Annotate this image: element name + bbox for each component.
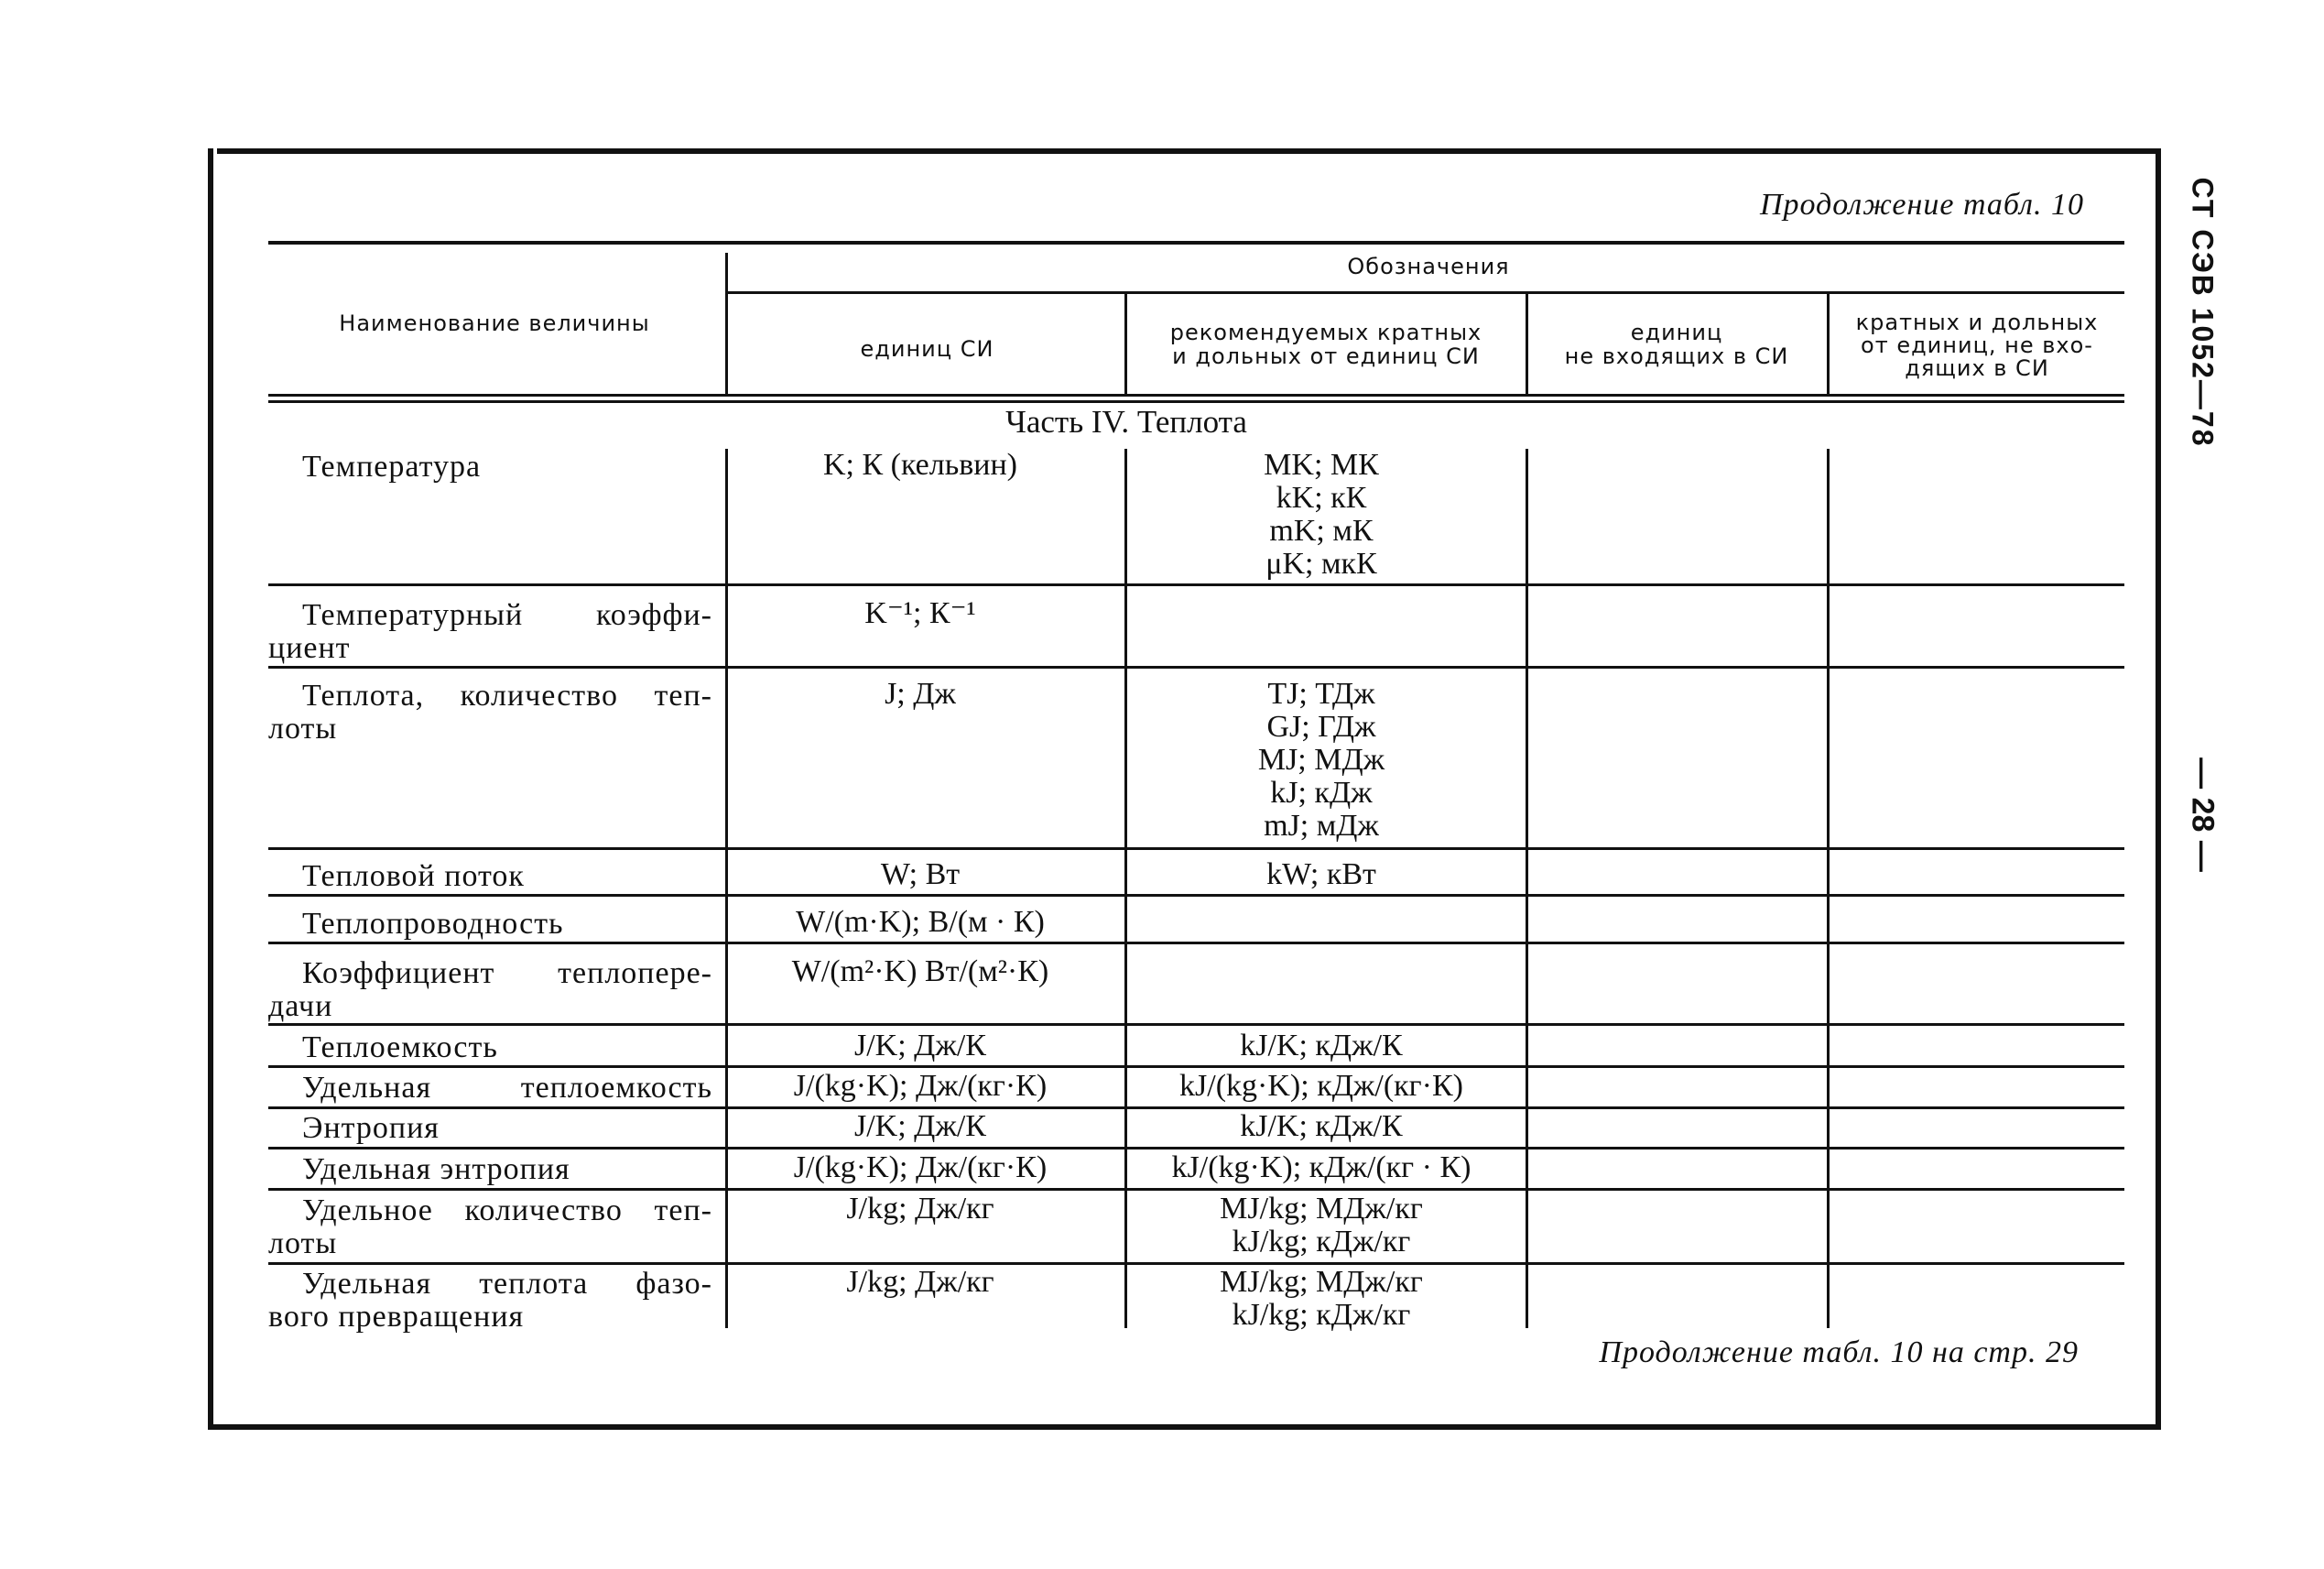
- table-row-name: Удельная теплота фазо- вого превращения: [268, 1267, 712, 1334]
- table-row-name: Теплота, количество теп- лоты: [268, 679, 712, 746]
- page-number: — 28 —: [2185, 757, 2221, 872]
- frame-bottom-rule: [208, 1424, 2161, 1430]
- header-recommended-multiples: рекомендуемых кратных и дольных от единиц СИ: [1169, 320, 1482, 369]
- table-row-name: Теплоемкость: [302, 1030, 498, 1064]
- header-si-units: единиц СИ: [860, 336, 994, 362]
- row-separator: [268, 894, 2124, 897]
- table-row-si: W; Вт: [880, 857, 961, 891]
- table-row-multiples: kJ/K; кДж/К: [1240, 1109, 1403, 1143]
- table-row-name: Коэффициент теплопере- дачи: [268, 956, 712, 1023]
- frame-left-rule: [208, 148, 213, 1430]
- table-row-multiples: kJ/(kg·K); кДж/(кг·К): [1179, 1069, 1463, 1103]
- table-row-si: K; К (кельвин): [822, 448, 1017, 482]
- table-row-name: Температура: [302, 450, 482, 484]
- table-row-si: J/kg; Дж/кг: [846, 1265, 994, 1299]
- table-row-multiples: kJ/K; кДж/К: [1240, 1029, 1403, 1062]
- table-row-si: K⁻¹; К⁻¹: [864, 596, 976, 630]
- table-row-multiples: MJ/kg; МДж/кг kJ/kg; кДж/кг: [1220, 1192, 1423, 1258]
- table-row-si: J/(kg·K); Дж/(кг·К): [793, 1069, 1048, 1103]
- table-row-si: J/K; Дж/К: [854, 1029, 986, 1062]
- header-top-rule: [268, 241, 2124, 245]
- table-row-si: J/K; Дж/К: [854, 1109, 986, 1143]
- table-row-name: Тепловой поток: [302, 859, 525, 893]
- table-row-si: J/(kg·K); Дж/(кг·К): [793, 1150, 1048, 1184]
- header-designations: Обозначения: [1347, 254, 1510, 279]
- body-divider-3: [1526, 449, 1528, 1328]
- table-row-name: Энтропия: [302, 1111, 440, 1145]
- table-row-name: Удельная энтропия: [302, 1152, 570, 1186]
- row-separator: [268, 1065, 2124, 1068]
- row-separator: [268, 1106, 2124, 1109]
- table-row-multiples: MK; МК kK; кК mK; мК μK; мкК: [1264, 448, 1379, 581]
- header-bottom-rule-2: [268, 400, 2124, 403]
- table-row-multiples: kW; кВт: [1266, 857, 1376, 891]
- row-separator: [268, 1262, 2124, 1265]
- header-non-si-units: единиц не входящих в СИ: [1564, 320, 1789, 369]
- table-row-multiples: TJ; ТДж GJ; ГДж MJ; МДж kJ; кДж mJ; мДж: [1257, 677, 1385, 843]
- header-divider-4: [1827, 293, 1830, 396]
- header-divider-3: [1526, 293, 1528, 396]
- table-row-name: Удельное количество теп- лоты: [268, 1193, 712, 1260]
- table-row-multiples: MJ/kg; МДж/кг kJ/kg; кДж/кг: [1220, 1265, 1423, 1332]
- row-separator: [268, 1023, 2124, 1026]
- table-row-name: Температурный коэффи- циент: [268, 598, 712, 665]
- row-separator: [268, 666, 2124, 669]
- row-separator: [268, 847, 2124, 850]
- table-row-si: J; Дж: [885, 677, 956, 711]
- table-row-si: W/(m²·K) Вт/(м²·К): [791, 954, 1049, 988]
- table-row-si: J/kg; Дж/кг: [846, 1192, 994, 1226]
- standard-code: СТ СЭВ 1052—78: [2186, 177, 2220, 448]
- row-separator: [268, 1188, 2124, 1191]
- header-bottom-rule-1: [268, 394, 2124, 397]
- section-title: Часть IV. Теплота: [1005, 404, 1247, 440]
- body-divider-4: [1827, 449, 1830, 1328]
- continuation-top: Продолжение табл. 10: [1759, 188, 2084, 222]
- table-row-si: W/(m·K); В/(м · К): [796, 905, 1045, 939]
- frame-top-rule: [217, 148, 2161, 154]
- row-separator: [268, 1147, 2124, 1150]
- table-row-multiples: kJ/(kg·K); кДж/(кг · К): [1171, 1150, 1472, 1184]
- header-mid-rule: [728, 291, 2124, 294]
- header-name: Наименование величины: [339, 311, 650, 336]
- header-divider-1: [725, 253, 728, 396]
- row-separator: [268, 583, 2124, 586]
- header-divider-2: [1124, 293, 1127, 396]
- header-non-si-multiples: кратных и дольных от единиц, не вхо- дящих в СИ: [1855, 310, 2099, 381]
- table-row-name: Удельная теплоемкость: [302, 1071, 712, 1105]
- continuation-bottom: Продолжение табл. 10 на стр. 29: [1599, 1335, 2079, 1369]
- table-row-name: Теплопроводность: [302, 907, 564, 941]
- row-separator: [268, 942, 2124, 944]
